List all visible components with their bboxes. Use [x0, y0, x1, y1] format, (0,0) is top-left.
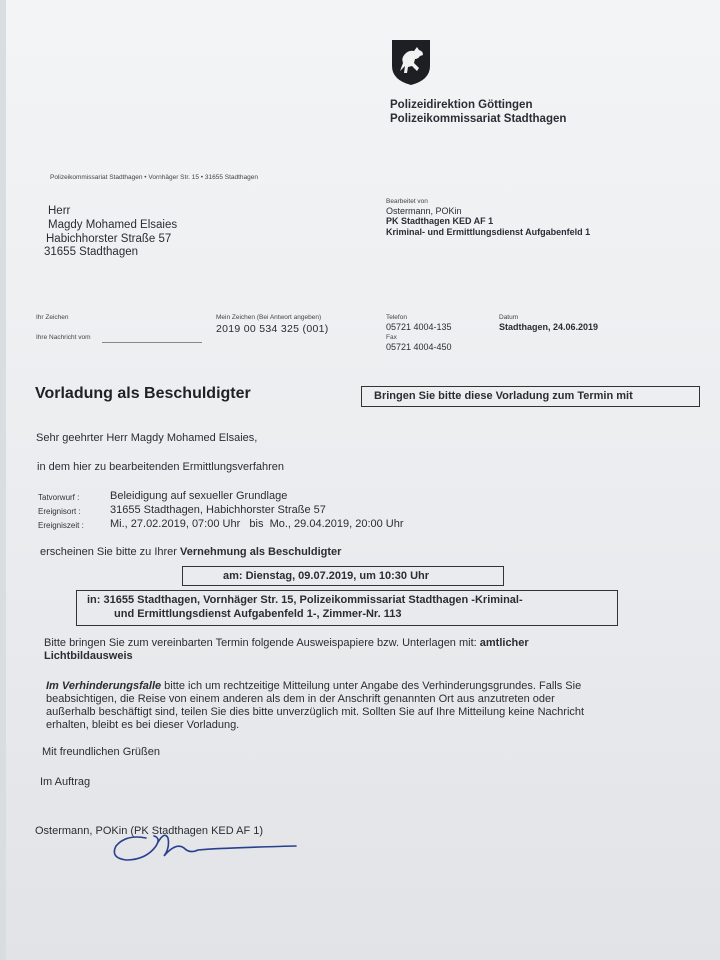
handler-name: Ostermann, POKin — [386, 206, 462, 216]
my-sign-label: Mein Zeichen (Bei Antwort angeben) — [216, 314, 322, 321]
phone-label: Telefon — [386, 314, 407, 321]
intro-text: in dem hier zu bearbeitenden Ermittlungsverfahren — [37, 461, 285, 473]
prevention-line-4: erhalten, bleibt es bei dieser Vorladung. — [46, 719, 240, 731]
recipient-city: 31655 Stadthagen — [44, 246, 139, 258]
appear-text — [40, 546, 341, 558]
coat-of-arms-horse-icon — [390, 38, 432, 86]
prevention-line-3: außerhalb beschäftigt sind, teilen Sie dies bitte unverzüglich mit. Sollten Sie auf Ihre Mitteilung keine Nachricht — [46, 706, 585, 718]
date-value: Stadthagen, 24.06.2019 — [499, 322, 599, 332]
documents-text — [44, 637, 529, 649]
phone-value: 05721 4004-135 — [386, 322, 452, 332]
documents-plain: Bitte bringen Sie zum vereinbarten Termin folgende Ausweispapiere bzw. Unterlagen mit: — [44, 637, 480, 649]
handwritten-signature — [106, 820, 306, 870]
detail-value: Mi., 27.02.2019, 07:00 Uhr bis Mo., 29.04.2019, 20:00 Uhr — [110, 518, 404, 530]
org-line-1: Polizeidirektion Göttingen — [390, 99, 533, 111]
appointment-box — [182, 566, 504, 586]
closing: Mit freundlichen Grüßen — [42, 746, 160, 758]
notice-text: Bringen Sie bitte diese Vorladung zum Termin mit — [374, 390, 633, 402]
org-line-2: Polizeikommissariat Stadthagen — [390, 113, 567, 125]
prevention-text: bitte ich um rechtzeitige Mitteilung unter Angabe des Verhinderungsgrundes. Falls Sie — [161, 680, 582, 692]
my-sign-value: 2019 00 534 325 (001) — [216, 323, 329, 335]
location-line-2: und Ermittlungsdienst Aufgabenfeld 1-, Zimmer-Nr. 113 — [114, 608, 402, 620]
detail-value: 31655 Stadthagen, Habichhorster Straße 57 — [110, 504, 326, 516]
date-label: Datum — [499, 314, 519, 321]
on-behalf: Im Auftrag — [40, 776, 91, 788]
prevention-line-2: beabsichtigen, die Reise von einem anderen als dem in der Anschrift genannten Ort aus anzutreten oder — [46, 693, 555, 705]
your-message-label: Ihre Nachricht vom — [36, 334, 91, 341]
handler-label: Bearbeitet von — [386, 198, 428, 205]
detail-label: Ereigniszeit : — [38, 521, 84, 530]
recipient-name: Magdy Mohamed Elsaies — [48, 219, 178, 231]
reply-date-line — [102, 342, 202, 343]
detail-value: Beleidigung auf sexueller Grundlage — [110, 490, 288, 502]
fax-label: Fax — [386, 334, 397, 341]
your-sign-label: Ihr Zeichen — [36, 314, 69, 321]
letter-title: Vorladung als Beschuldigter — [35, 385, 251, 402]
recipient-salutation: Herr — [48, 205, 71, 217]
prevention-line-1 — [46, 680, 581, 692]
handler-department: Kriminal- und Ermittlungsdienst Aufgabenfeld 1 — [386, 227, 591, 237]
letter-sheet — [6, 0, 720, 960]
documents-bold-1: amtlicher — [479, 637, 529, 649]
sender-line: Polizeikommissariat Stadthagen • Vornhäger Str. 15 • 31655 Stadthagen — [50, 174, 258, 181]
documents-bold-2: Lichtbildausweis — [44, 650, 133, 662]
recipient-street: Habichhorster Straße 57 — [46, 233, 172, 245]
detail-label: Ereignisort : — [38, 507, 81, 516]
notice-box — [361, 386, 700, 407]
location-box — [76, 590, 618, 626]
appointment-text: am: Dienstag, 09.07.2019, um 10:30 Uhr — [223, 570, 430, 582]
handler-unit: PK Stadthagen KED AF 1 — [386, 216, 494, 226]
appear-bold: Vernehmung als Beschuldigter — [180, 546, 342, 558]
greeting: Sehr geehrter Herr Magdy Mohamed Elsaies, — [36, 432, 258, 444]
signer: Ostermann, POKin (PK Stadthagen KED AF 1) — [35, 825, 264, 837]
detail-label: Tatvorwurf : — [38, 493, 80, 502]
appear-plain: erscheinen Sie bitte zu Ihrer — [40, 546, 181, 558]
location-line-1: in: 31655 Stadthagen, Vornhäger Str. 15, Polizeikommissariat Stadthagen -Kriminal- — [87, 594, 523, 606]
fax-value: 05721 4004-450 — [386, 342, 452, 352]
prevention-italic: Im Verhinderungsfalle — [46, 680, 162, 692]
